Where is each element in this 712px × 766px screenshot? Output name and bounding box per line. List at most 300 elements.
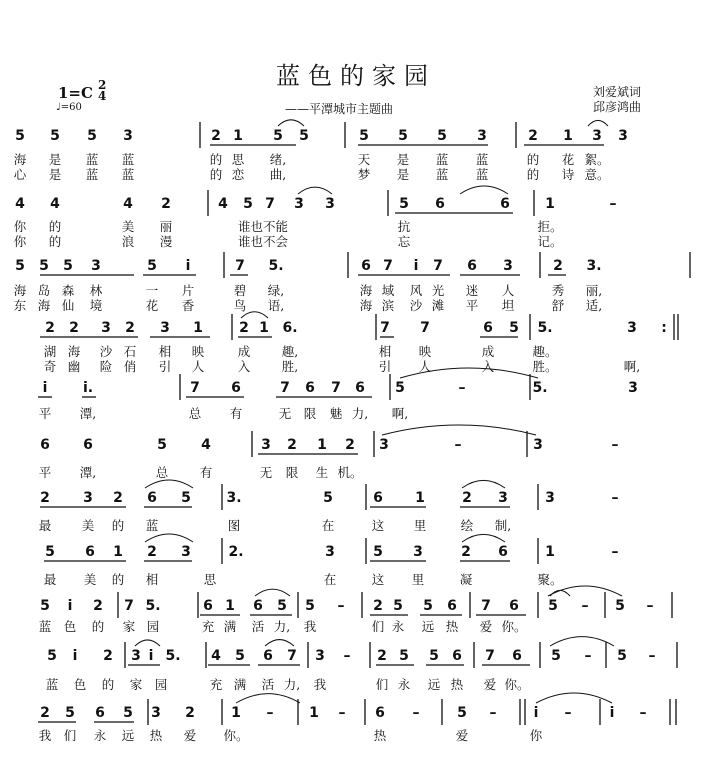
note: – [648,648,656,664]
lyric-word: 力, [273,619,291,634]
lyric-word: 滨 [381,298,395,313]
lyric-word: 的 [209,167,223,182]
lyric-word: 的 [111,572,125,587]
lyric-word: 花 [145,298,159,313]
lyric-word: 里 [413,518,427,533]
note: 4 [50,196,60,212]
lyric-word: 的 [209,152,223,167]
lyric-word: 人 [501,283,515,298]
note: 4 [123,196,133,212]
lyric-word: 光 [431,283,445,298]
note: 5 [243,196,253,212]
note: 1 [113,544,123,560]
note: 7 [265,196,275,212]
note: 5 [63,258,73,274]
note: 3 [618,128,628,144]
note: 6 [305,380,315,396]
lyricist-credit: 刘爱斌词 [593,85,642,99]
note: 3 [627,320,637,336]
lyric-word: 远 [427,677,441,692]
lyric-word: 的 [48,234,62,249]
note: 2 [345,437,355,453]
lyric-word: 入 [237,359,251,374]
lyric-word: 有 [199,465,213,480]
lyric-word: 絮。 [584,152,610,167]
note: 6 [147,490,157,506]
note: 1 [225,598,235,614]
lyric-word: 森 [61,283,75,298]
lyric-word: 限 [303,406,317,421]
lyric-word: 石 [123,344,137,359]
lyric-word: 谁也不会 [237,234,289,249]
lyric-word: 满 [223,619,237,634]
note: 5 [509,320,519,336]
note: 5 [273,128,283,144]
note: 7 [433,258,443,274]
note: 3 [131,648,141,664]
note: 3 [261,437,271,453]
lyric-word: 图 [227,518,241,533]
lyric-word: 爱 [479,619,493,634]
note: 5 [235,648,245,664]
note: 1 [545,196,555,212]
lyric-word: 海 [37,298,51,313]
note: 2 [528,128,538,144]
note: 2 [103,648,113,664]
lyric-word: 们 [375,677,389,692]
note: – [489,705,497,721]
lyric-word: 是 [396,167,410,182]
note: 6 [83,437,93,453]
note: 6 [373,490,383,506]
note: 3 [503,258,513,274]
lyric-word: 在 [321,518,335,533]
note: 3 [628,380,638,396]
note: : [661,320,667,336]
lyric-word: 浪 [121,234,135,249]
lyric-word: 入 [481,359,495,374]
lyric-word: 热 [445,619,459,634]
note: 7 [190,380,200,396]
note: 2 [125,320,135,336]
lyric-word: 制, [494,518,512,533]
note: 6 [375,705,385,721]
note: 3. [586,258,602,274]
lyric-word: 的 [526,167,540,182]
note: 5 [548,598,558,614]
note: 3 [477,128,487,144]
lyric-word: 美 [81,518,95,533]
lyric-word: 最 [43,572,57,587]
lyric-word: 丽, [585,283,603,298]
lyric-word: 无 [278,406,292,421]
note: i [185,258,191,274]
lyric-word: 险 [99,359,113,374]
key-signature: 1=C [58,84,93,102]
lyric-word: 永 [93,728,107,743]
lyric-word: 舒 [551,298,565,313]
lyric-word: 永 [397,677,411,692]
lyric-word: 是 [48,152,62,167]
note: 7 [485,648,495,664]
note: – [412,705,420,721]
note: 3 [498,490,508,506]
lyric-word: 美 [83,572,97,587]
song-title: 蓝色的家园 [276,62,436,90]
lyric-word: 远 [121,728,135,743]
lyric-word: 机。 [337,465,363,480]
lyric-word: 漫 [159,234,173,249]
lyric-word: 家 [122,619,136,634]
lyric-word: 海 [67,344,81,359]
note: 7 [235,258,245,274]
lyric-word: 湖 [43,344,57,359]
lyric-word: 平 [38,406,52,421]
time-signature-top: 2 [98,78,107,92]
lyric-word: 思 [203,572,217,587]
note: 5 [50,128,60,144]
lyric-word: 迷 [465,283,479,298]
note: i [42,380,48,396]
note: 5 [40,598,50,614]
lyric-word: 思 [231,152,245,167]
lyric-word: 花 [561,152,575,167]
note: 3 [160,320,170,336]
note: 1 [415,490,425,506]
note: 3 [592,128,602,144]
lyric-word: 爱 [455,728,469,743]
lyric-word: 俏 [123,359,137,374]
note: 3. [226,490,242,506]
lyric-word: 适, [585,298,603,313]
note: 3 [379,437,389,453]
lyric-word: 域 [381,283,395,298]
note: – [611,490,619,506]
note: 7 [124,598,134,614]
note: – [611,544,619,560]
lyric-word: 心 [13,167,27,182]
slur-tie [400,368,538,378]
lyric-word: 的 [48,219,62,234]
note: – [646,598,654,614]
lyric-word: 片 [181,283,195,298]
note: 7 [481,598,491,614]
note: 2 [69,320,79,336]
note: 4 [15,196,25,212]
lyric-word: 语, [267,298,285,313]
slur-tie [278,120,304,126]
lyric-word: 是 [48,167,62,182]
lyric-word: 蓝 [121,152,135,167]
tempo-marking: ♩=60 [56,102,82,113]
note: 5. [268,258,284,274]
note: 5 [123,705,133,721]
lyric-word: 在 [323,572,337,587]
lyric-word: 境 [89,298,103,313]
note: i [609,705,615,721]
lyric-word: 东 [13,298,27,313]
slur-tie [255,589,290,596]
note: 6 [509,598,519,614]
lyric-word: 仙 [61,298,75,313]
note: 7 [331,380,341,396]
lyric-word: 趣。 [532,344,558,359]
note: i [533,705,539,721]
note: 5. [532,380,548,396]
lyric-word: 啊, [623,359,641,374]
lyric-word: 爱 [483,677,497,692]
note: 5 [398,128,408,144]
note: 2 [553,258,563,274]
time-signature-bottom: 4 [98,89,107,103]
lyric-word: 天 [357,152,371,167]
note: 7 [287,648,297,664]
note: 6 [40,437,50,453]
note: 3 [83,490,93,506]
note: 5 [393,598,403,614]
slur-tie [241,312,268,318]
lyric-word: 成 [481,344,495,359]
note: 6 [452,648,462,664]
note: 5. [165,648,181,664]
note: 1 [231,705,241,721]
lyric-word: 相 [158,344,172,359]
note: i [413,258,419,274]
lyric-word: 蓝 [85,152,99,167]
note: 5 [15,258,25,274]
lyric-word: 满 [233,677,247,692]
lyric-word: 最 [38,518,52,533]
note: 1 [193,320,203,336]
note: 3 [101,320,111,336]
lyric-word: 绪, [269,152,287,167]
lyric-word: 充 [209,677,223,692]
note: i [148,648,154,664]
note: 5 [551,648,561,664]
note: 4 [201,437,211,453]
note: 2 [287,437,297,453]
lyric-word: 海 [359,283,373,298]
note: 5 [15,128,25,144]
note: 3 [123,128,133,144]
note: 5 [437,128,447,144]
lyric-word: 们 [371,619,385,634]
lyric-word: 里 [411,572,425,587]
note: 5 [277,598,287,614]
lyric-word: 你 [529,728,543,743]
slur-tie [145,534,193,542]
note: 6 [498,544,508,560]
lyric-word: 引 [378,359,392,374]
note: 2 [45,320,55,336]
note: 2. [228,544,244,560]
note: 5 [359,128,369,144]
note: 7 [280,380,290,396]
lyric-word: 潭, [79,465,97,480]
note: – [337,598,345,614]
slur-tie [462,534,505,542]
lyric-word: 的 [101,677,115,692]
lyric-word: 丽 [159,219,173,234]
lyric-word: 蓝 [435,152,449,167]
note: – [454,437,462,453]
lyric-word: 风 [409,283,423,298]
note: 3 [413,544,423,560]
note: 5 [429,648,439,664]
lyric-word: 绿, [267,283,285,298]
lyric-word: 拒。 [537,219,563,234]
note: 5 [65,705,75,721]
lyric-word: 总 [188,406,202,421]
lyric-word: 热 [450,677,464,692]
lyric-word: 秀 [551,283,565,298]
lyric-word: 平 [465,298,479,313]
note: 5 [157,437,167,453]
lyric-word: 坦 [501,298,515,313]
note: 4 [211,648,221,664]
note: 2 [461,544,471,560]
lyric-word: 诗 [561,167,575,182]
note: 5 [323,490,333,506]
lyric-word: 引 [158,359,172,374]
lyric-word: 沙 [99,344,113,359]
lyric-word: 力, [351,406,369,421]
slur-tie [145,480,193,488]
lyric-word: 我 [313,677,327,692]
lyric-word: 相 [145,572,159,587]
lyric-word: 鸟 [233,298,247,313]
note: 6 [512,648,522,664]
lyric-word: 无 [259,465,273,480]
lyric-word: 家 [129,677,143,692]
note: – [584,648,592,664]
note: 2 [239,320,249,336]
lyric-word: 谁也不能 [237,219,289,234]
note: 6 [361,258,371,274]
note: i [72,648,78,664]
lyric-word: 蓝 [85,167,99,182]
lyric-word: 海 [13,152,27,167]
note: – [564,705,572,721]
note: 6 [447,598,457,614]
note: 2 [161,196,171,212]
note: 2 [147,544,157,560]
lyric-word: 蓝 [475,152,489,167]
note: 2 [113,490,123,506]
note: 5 [617,648,627,664]
note: 6 [85,544,95,560]
song-subtitle: ——平潭城市主题曲 [285,102,394,116]
lyric-word: 映 [191,344,205,359]
note: 3 [294,196,304,212]
lyric-word: 限 [285,465,299,480]
note: 3 [545,490,555,506]
lyric-word: 幽 [67,359,81,374]
note: 7 [380,320,390,336]
note: 2 [373,598,383,614]
note: 2 [377,648,387,664]
note: – [609,196,617,212]
note: 5 [399,648,409,664]
lyric-word: 抗 [397,219,411,234]
lyric-word: 蓝 [435,167,449,182]
note: 5 [87,128,97,144]
note: – [611,437,619,453]
note: 2 [211,128,221,144]
note: 5 [399,196,409,212]
note: 5 [45,544,55,560]
slur-tie [460,186,508,194]
note: – [639,705,647,721]
lyric-word: 热 [373,728,387,743]
lyric-word: 我 [38,728,52,743]
lyric-word: 一 [145,283,159,298]
slur-tie [462,480,505,488]
lyric-word: 有 [229,406,243,421]
note: 2 [40,490,50,506]
lyric-word: 滩 [431,298,445,313]
lyric-word: 爱 [183,728,197,743]
slur-tie [135,640,160,646]
lyric-word: 海 [359,298,373,313]
slur-tie [550,637,614,646]
lyric-word: 生 [315,465,329,480]
note: 3 [91,258,101,274]
slur-tie [382,425,536,435]
lyric-word: 忘 [397,234,411,249]
lyric-word: 恋 [231,167,245,182]
note: 7 [420,320,430,336]
slur-tie [548,586,622,596]
lyric-word: 色 [63,619,77,634]
note: 2 [185,705,195,721]
lyric-word: 园 [154,677,168,692]
note: 5 [299,128,309,144]
note: 6 [435,196,445,212]
lyric-word: 这 [371,572,385,587]
note: 3 [325,544,335,560]
note: 3 [181,544,191,560]
lyric-word: 你。 [504,677,530,692]
lyric-word: 梦 [357,167,371,182]
lyric-word: 总 [155,465,169,480]
lyric-word: 林 [89,283,103,298]
note: 1 [309,705,319,721]
note: 6. [282,320,298,336]
lyric-word: 聚。 [537,572,563,587]
slur-tie [265,640,294,646]
lyric-word: 胜, [281,359,299,374]
lyric-word: 美 [121,219,135,234]
note: – [458,380,466,396]
lyric-word: 人 [191,359,205,374]
lyric-word: 蓝 [145,518,159,533]
note: 6 [231,380,241,396]
note: 5 [395,380,405,396]
note: 3 [315,648,325,664]
lyric-word: 沙 [409,298,423,313]
lyric-word: 意。 [584,167,610,182]
lyric-word: 碧 [233,283,247,298]
note: 5 [147,258,157,274]
note: 5 [373,544,383,560]
note: 4 [218,196,228,212]
lyric-word: 成 [237,344,251,359]
note: 1 [233,128,243,144]
note: i [67,598,73,614]
note: 6 [467,258,477,274]
lyric-word: 趣, [281,344,299,359]
